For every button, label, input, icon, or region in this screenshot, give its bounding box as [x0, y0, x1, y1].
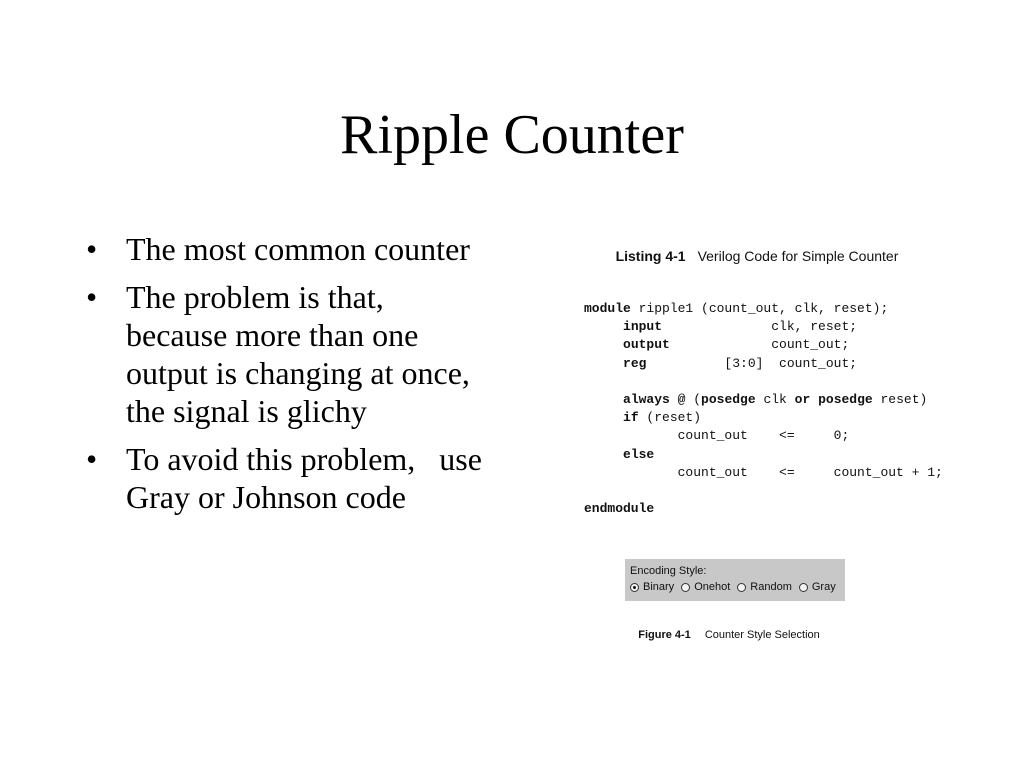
encoding-option-onehot[interactable] — [681, 581, 730, 593]
listing-caption-text: Verilog Code for Simple Counter — [697, 248, 899, 264]
encoding-option-label: Binary — [643, 581, 675, 593]
bullet-item — [86, 230, 571, 268]
bullet-list — [86, 230, 571, 526]
bullet-item — [86, 278, 571, 430]
code-text — [584, 319, 623, 334]
code-line — [584, 446, 943, 464]
code-text — [584, 447, 623, 462]
encoding-style-label: Encoding Style: — [630, 565, 707, 577]
code-text: (reset) — [638, 410, 702, 426]
code-text — [810, 392, 818, 407]
code-line — [584, 336, 943, 354]
code-keyword: posedge — [701, 391, 756, 407]
bullet-marker: • — [86, 279, 98, 315]
slide-title: Ripple Counter — [340, 104, 684, 166]
radio-icon[interactable] — [630, 583, 639, 592]
code-keyword: or — [794, 391, 811, 407]
encoding-style-panel — [625, 559, 845, 601]
code-line — [584, 409, 943, 427]
code-text — [584, 337, 623, 352]
code-line — [584, 427, 943, 445]
encoding-option-random[interactable] — [737, 581, 792, 593]
code-text — [584, 356, 623, 371]
figure-label: Figure 4-1 — [638, 629, 691, 641]
encoding-option-label: Onehot — [694, 581, 731, 593]
bullet-marker: • — [86, 231, 98, 267]
code-keyword: module — [584, 301, 631, 316]
bullet-text: The most common counter — [126, 231, 470, 267]
figure-caption — [626, 617, 820, 653]
listing-caption — [600, 232, 898, 280]
code-keyword: reg — [623, 355, 647, 371]
code-text: count_out <= count_out + 1; — [584, 464, 943, 480]
encoding-option-label: Gray — [811, 581, 836, 593]
code-keyword: if — [623, 410, 639, 426]
code-text: count_out <= 0; — [584, 428, 850, 444]
code-text: ripple1 (count_out, clk, reset); — [630, 301, 889, 316]
code-text: clk — [755, 391, 795, 407]
code-keyword: endmodule — [584, 501, 655, 517]
code-text: clk, reset; — [662, 319, 858, 335]
bullet-item — [86, 440, 571, 516]
code-keyword: output — [623, 337, 670, 353]
encoding-option-binary[interactable] — [630, 581, 674, 593]
code-line — [584, 391, 943, 409]
figure-caption-text: Counter Style Selection — [704, 629, 820, 641]
code-text: ( — [685, 391, 702, 407]
code-line — [584, 318, 943, 336]
code-line — [584, 355, 943, 373]
code-keyword: posedge — [818, 391, 873, 407]
code-line — [584, 500, 943, 518]
radio-icon[interactable] — [799, 583, 808, 592]
encoding-option-label: Random — [750, 581, 792, 593]
code-text: [3:0] count_out; — [646, 355, 858, 371]
code-line — [584, 464, 943, 482]
code-line — [584, 300, 943, 318]
code-line — [584, 373, 943, 391]
radio-icon[interactable] — [681, 583, 690, 592]
verilog-code-block — [584, 300, 943, 518]
bullet-text: The problem is that, because more than one output is changing at once, the signal is glichy — [126, 279, 470, 429]
radio-icon[interactable] — [737, 583, 746, 592]
listing-label: Listing 4-1 — [615, 248, 686, 264]
code-keyword: always @ — [623, 391, 686, 407]
encoding-options — [630, 581, 843, 593]
code-text — [584, 392, 623, 407]
code-line — [584, 482, 943, 500]
code-text — [584, 410, 623, 425]
encoding-option-gray[interactable] — [799, 581, 836, 593]
code-text: count_out; — [669, 337, 850, 353]
code-keyword: input — [623, 319, 663, 335]
code-keyword: else — [623, 446, 655, 462]
bullet-marker: • — [86, 441, 98, 477]
code-text: reset) — [872, 391, 928, 407]
bullet-text: To avoid this problem, use Gray or Johnson code — [126, 441, 482, 515]
